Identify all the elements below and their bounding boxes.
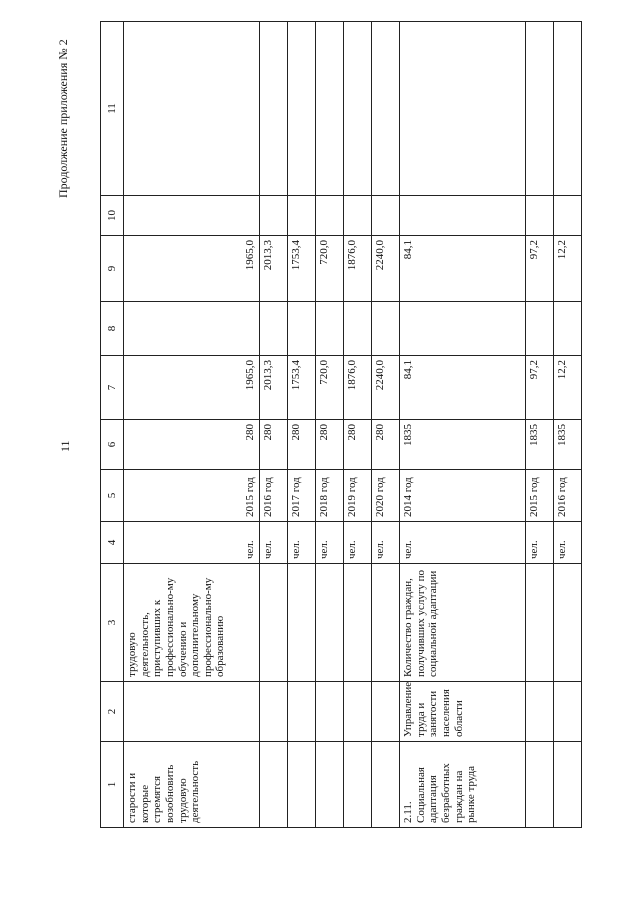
fact-value: 1965,0	[124, 236, 260, 302]
table-row	[372, 22, 400, 828]
fact-value: 1876,0	[344, 236, 372, 302]
fact-value: 2013,3	[260, 236, 288, 302]
plan-value: 1876,0	[344, 356, 372, 420]
fact-value: 84,1	[400, 236, 526, 302]
unit-cell: чел.	[400, 522, 526, 564]
col-header-10: 10	[101, 196, 124, 236]
empty-cell	[288, 22, 316, 196]
measure-name: 2.11. Социальная адаптация безработных граждан на рынке труда	[400, 742, 526, 828]
empty-cell	[400, 196, 526, 236]
col-header-5: 5	[101, 470, 124, 522]
fact-value: 1753,4	[288, 236, 316, 302]
table-row	[526, 22, 554, 828]
page-number: 11	[58, 440, 72, 452]
fact-value: 720,0	[316, 236, 344, 302]
table-row	[400, 22, 526, 828]
base-value: 280	[316, 420, 344, 470]
empty-cell	[526, 196, 554, 236]
empty-cell	[554, 302, 582, 356]
table-row	[316, 22, 344, 828]
empty-cell	[124, 22, 260, 196]
empty-cell	[344, 564, 372, 682]
empty-cell	[124, 302, 260, 356]
empty-cell	[316, 564, 344, 682]
fact-value: 12,2	[554, 236, 582, 302]
year-cell: 2014 год	[400, 470, 526, 522]
year-cell: 2017 год	[288, 470, 316, 522]
empty-cell	[554, 196, 582, 236]
table-row	[124, 22, 260, 828]
empty-cell	[526, 22, 554, 196]
empty-cell	[554, 682, 582, 742]
col-header-7: 7	[101, 356, 124, 420]
empty-cell	[260, 564, 288, 682]
base-value: 280	[260, 420, 288, 470]
empty-cell	[372, 196, 400, 236]
empty-cell	[372, 742, 400, 828]
empty-cell	[288, 302, 316, 356]
empty-cell	[372, 22, 400, 196]
measure-name: старости и которые стремятся возобновить трудовую деятельность	[124, 742, 260, 828]
col-header-11: 11	[101, 22, 124, 196]
empty-cell	[124, 196, 260, 236]
year-cell: 2016 год	[260, 470, 288, 522]
base-value: 280	[344, 420, 372, 470]
empty-cell	[316, 22, 344, 196]
empty-cell	[344, 742, 372, 828]
empty-cell	[344, 196, 372, 236]
base-value: 280	[372, 420, 400, 470]
table-row	[260, 22, 288, 828]
empty-cell	[344, 682, 372, 742]
table-row	[554, 22, 582, 828]
year-cell: 2019 год	[344, 470, 372, 522]
col-header-9: 9	[101, 236, 124, 302]
plan-value: 1753,4	[288, 356, 316, 420]
empty-cell	[372, 302, 400, 356]
empty-cell	[260, 742, 288, 828]
plan-value: 1965,0	[124, 356, 260, 420]
base-value: 280	[124, 420, 260, 470]
empty-cell	[260, 196, 288, 236]
year-cell: 2015 год	[124, 470, 260, 522]
year-cell: 2016 год	[554, 470, 582, 522]
empty-cell	[288, 682, 316, 742]
base-value: 1835	[554, 420, 582, 470]
empty-cell	[372, 682, 400, 742]
unit-cell: чел.	[344, 522, 372, 564]
empty-cell	[526, 564, 554, 682]
appendix-title: Продолжение приложения № 2	[56, 39, 70, 198]
empty-cell	[288, 564, 316, 682]
year-cell: 2018 год	[316, 470, 344, 522]
col-header-3: 3	[101, 564, 124, 682]
fact-value: 2240,0	[372, 236, 400, 302]
unit-cell: чел.	[526, 522, 554, 564]
empty-cell	[288, 196, 316, 236]
table-row	[288, 22, 316, 828]
empty-cell	[260, 682, 288, 742]
col-header-2: 2	[101, 682, 124, 742]
plan-value: 2240,0	[372, 356, 400, 420]
plan-value: 84,1	[400, 356, 526, 420]
empty-cell	[400, 302, 526, 356]
empty-cell	[554, 22, 582, 196]
executor-cell	[124, 682, 260, 742]
empty-cell	[400, 22, 526, 196]
col-header-4: 4	[101, 522, 124, 564]
table-row	[344, 22, 372, 828]
empty-cell	[526, 302, 554, 356]
plan-value: 97,2	[526, 356, 554, 420]
empty-cell	[526, 682, 554, 742]
unit-cell: чел.	[554, 522, 582, 564]
col-header-1: 1	[101, 742, 124, 828]
indicator-name: трудовую деятельность, приступивших к профессионально-му обучению и дополнительному профессионально-му образованию	[124, 564, 260, 682]
base-value: 1835	[400, 420, 526, 470]
rotated-table-wrapper	[100, 22, 566, 828]
data-table	[100, 21, 582, 828]
fact-value: 97,2	[526, 236, 554, 302]
plan-value: 720,0	[316, 356, 344, 420]
empty-cell	[288, 742, 316, 828]
base-value: 1835	[526, 420, 554, 470]
plan-value: 2013,3	[260, 356, 288, 420]
empty-cell	[372, 564, 400, 682]
empty-cell	[260, 302, 288, 356]
unit-cell: чел.	[288, 522, 316, 564]
empty-cell	[554, 564, 582, 682]
year-cell: 2015 год	[526, 470, 554, 522]
unit-cell: чел.	[124, 522, 260, 564]
empty-cell	[260, 22, 288, 196]
empty-cell	[554, 742, 582, 828]
plan-value: 12,2	[554, 356, 582, 420]
col-header-6: 6	[101, 420, 124, 470]
empty-cell	[316, 682, 344, 742]
unit-cell: чел.	[316, 522, 344, 564]
empty-cell	[316, 196, 344, 236]
empty-cell	[316, 302, 344, 356]
col-header-8: 8	[101, 302, 124, 356]
indicator-name: Количество граждан, получивших услугу по социальной адаптации	[400, 564, 526, 682]
base-value: 280	[288, 420, 316, 470]
empty-cell	[526, 742, 554, 828]
unit-cell: чел.	[372, 522, 400, 564]
empty-cell	[344, 22, 372, 196]
year-cell: 2020 год	[372, 470, 400, 522]
empty-cell	[344, 302, 372, 356]
empty-cell	[316, 742, 344, 828]
executor-cell: Управление труда и занятости населения области	[400, 682, 526, 742]
header-row	[101, 22, 124, 828]
unit-cell: чел.	[260, 522, 288, 564]
